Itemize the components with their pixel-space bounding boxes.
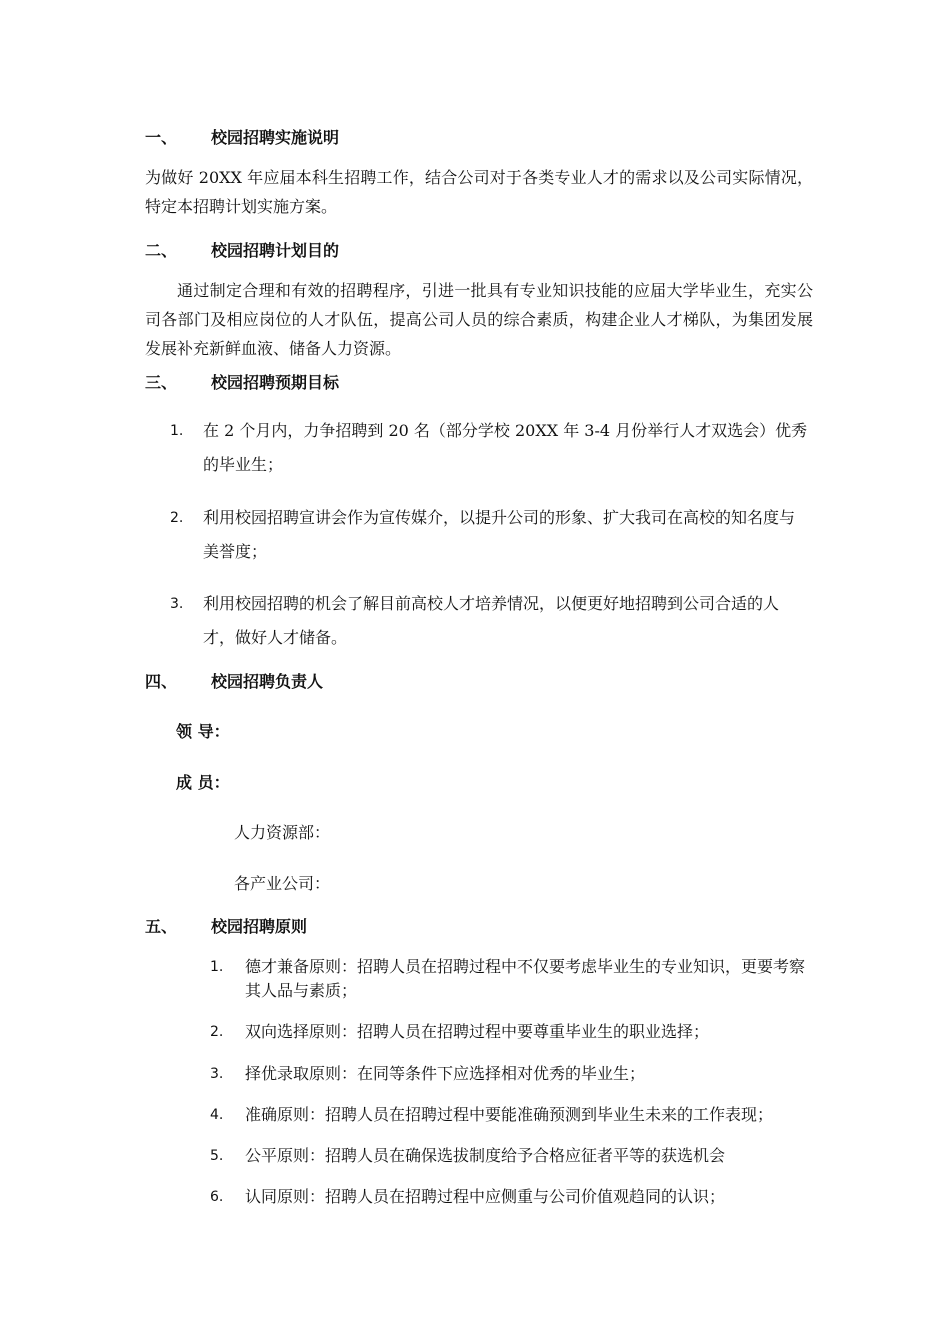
goal-number: 3.: [170, 596, 184, 612]
principle-number: 1.: [210, 959, 224, 975]
principle-number: 6.: [210, 1189, 224, 1205]
goal-text: 利用校园招聘宣讲会作为宣传媒介，以提升公司的形象、扩大我司在高校的知名度与美誉度；: [203, 508, 796, 561]
goal-item: [170, 501, 810, 569]
section-number: 二、: [145, 241, 178, 260]
principle-number: 3.: [210, 1066, 224, 1082]
principle-item: [210, 1062, 820, 1086]
hr-department-label: 人力资源部：: [234, 823, 331, 842]
goal-text: 利用校园招聘的机会了解目前高校人才培养情况，以便更好地招聘到公司合适的人才，做好人才储备。: [203, 594, 780, 647]
goal-item: [170, 587, 810, 655]
goal-item: [170, 414, 810, 482]
principle-text: 德才兼备原则：招聘人员在招聘过程中不仅要考虑毕业生的专业知识，更要考察其人品与素质；: [245, 957, 806, 1000]
subsidiaries-label: 各产业公司：: [234, 874, 331, 893]
section-number: 四、: [145, 672, 178, 691]
principle-item: [210, 1185, 820, 1209]
section-title: 校园招聘预期目标: [211, 373, 340, 392]
section-heading-5: [145, 917, 307, 937]
leader-label: 领 导：: [176, 722, 230, 741]
principle-text: 准确原则：招聘人员在招聘过程中要能准确预测到毕业生未来的工作表现；: [245, 1105, 774, 1124]
section-1-paragraph: 为做好 20XX 年应届本科生招聘工作，结合公司对于各类专业人才的需求以及公司实际情况，特定本招聘计划实施方案。: [145, 168, 813, 216]
principle-item: [210, 1020, 820, 1044]
section-heading-2: [145, 241, 339, 261]
principle-item: [210, 1103, 820, 1127]
goal-number: 1.: [170, 423, 184, 439]
section-2-paragraph: 通过制定合理和有效的招聘程序，引进一批具有专业知识技能的应届大学毕业生，充实公司各部门及相应岗位的人才队伍，提高公司人员的综合素质，构建企业人才梯队，为集团发展发展补充新鲜血液、储备人力资源。: [145, 281, 813, 358]
section-number: 三、: [145, 373, 178, 392]
section-title: 校园招聘实施说明: [211, 128, 340, 147]
principle-item: [210, 1144, 820, 1168]
principle-number: 4.: [210, 1107, 224, 1123]
principle-number: 2.: [210, 1024, 224, 1040]
principle-text: 认同原则：招聘人员在招聘过程中应侧重与公司价值观趋同的认识；: [245, 1187, 726, 1206]
members-label: 成 员：: [176, 773, 230, 792]
section-title: 校园招聘计划目的: [211, 241, 340, 260]
section-title: 校园招聘负责人: [211, 672, 324, 691]
goal-number: 2.: [170, 510, 184, 526]
principle-number: 5.: [210, 1148, 224, 1164]
section-heading-1: [145, 128, 339, 148]
section-title: 校园招聘原则: [211, 917, 308, 936]
section-number: 五、: [145, 917, 178, 936]
principle-text: 择优录取原则：在同等条件下应选择相对优秀的毕业生；: [245, 1064, 646, 1083]
section-heading-3: [145, 373, 339, 393]
principle-item: [210, 955, 820, 1003]
principle-text: 公平原则：招聘人员在确保选拔制度给予合格应征者平等的获选机会: [245, 1146, 726, 1165]
principle-text: 双向选择原则：招聘人员在招聘过程中要尊重毕业生的职业选择；: [245, 1022, 710, 1041]
section-heading-4: [145, 672, 323, 692]
goal-text: 在 2 个月内，力争招聘到 20 名（部分学校 20XX 年 3-4 月份举行人才双选会）优秀的毕业生；: [203, 421, 808, 474]
section-number: 一、: [145, 128, 178, 147]
